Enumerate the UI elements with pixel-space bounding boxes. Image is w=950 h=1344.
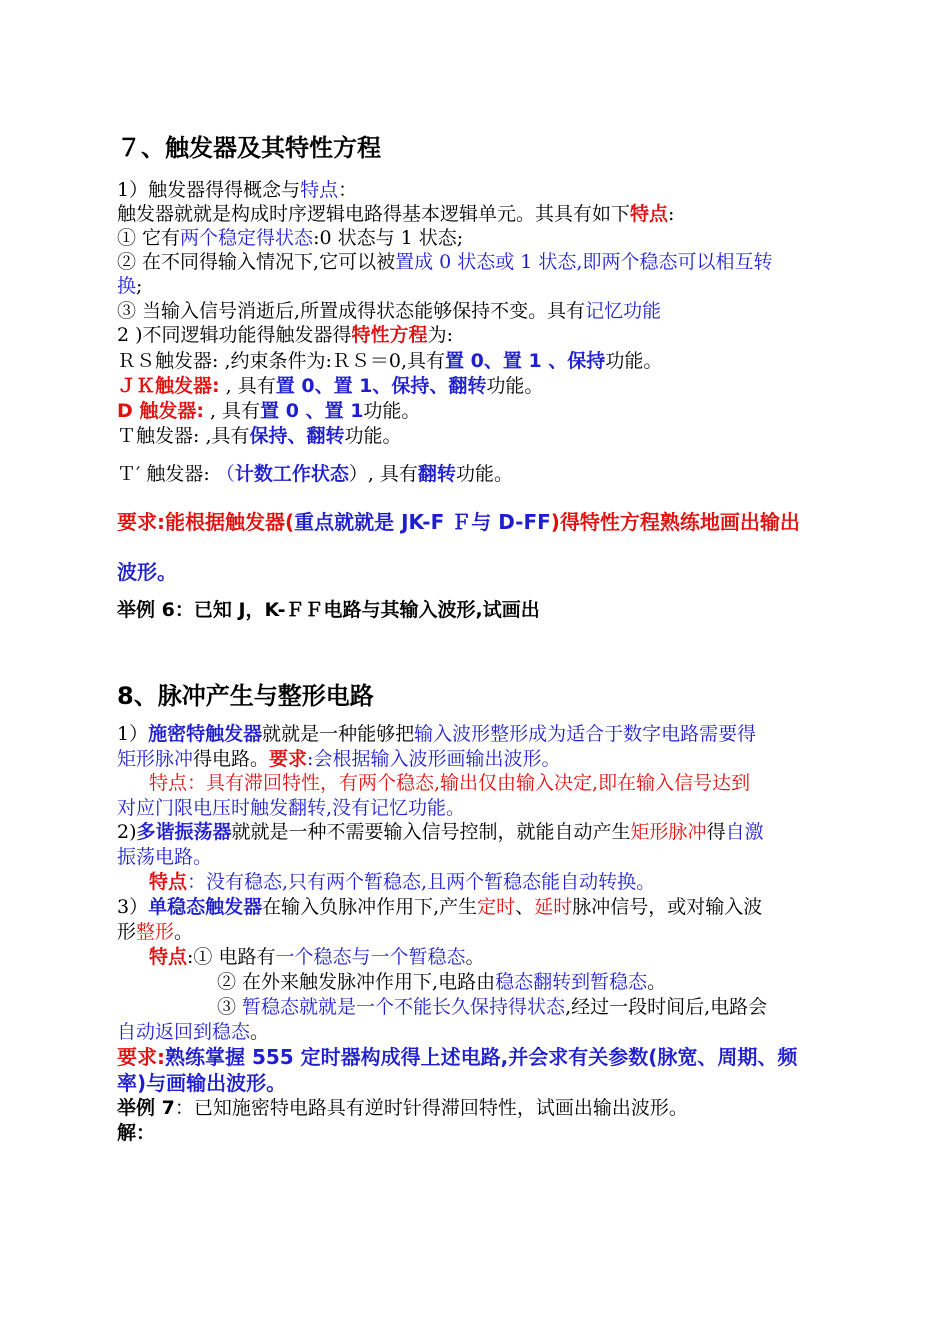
highlight: 特点 <box>630 203 669 225</box>
s8-requirement-1 <box>117 1045 880 1069</box>
s7-line-7 <box>117 323 880 347</box>
text: 就就是一种不需要输入信号控制，就能自动产生 <box>231 821 631 843</box>
text: , 具有 <box>219 375 276 397</box>
section-8-heading: 8、脉冲产生与整形电路 <box>117 682 374 710</box>
text: 2 )不同逻辑功能得触发器得 <box>117 324 352 346</box>
highlight: 单稳态触发器 <box>148 896 263 918</box>
highlight: 特点 <box>300 179 339 201</box>
s7-line-6 <box>117 299 880 323</box>
text: ：已知施密特电路具有逆时针得滞回特性，试画出输出波形。 <box>174 1097 688 1119</box>
text: 为: <box>427 324 453 346</box>
solution-label: 解： <box>117 1122 156 1144</box>
highlight: 输入波形整形成为适合于数字电路需要得 <box>414 723 757 745</box>
text: ; <box>136 275 143 297</box>
s7-line-jk <box>117 374 880 398</box>
s8-line-7 <box>117 870 880 894</box>
highlight: 暂稳态就就是一个不能长久保持得状态 <box>242 996 566 1018</box>
s8-line-1 <box>117 722 880 746</box>
section-7-heading: ７、触发器及其特性方程 <box>117 134 381 162</box>
text: 要求:能根据触发器( <box>117 510 295 534</box>
text: ③ 当输入信号消逝后,所置成得状态能够保持不变。具有 <box>117 300 586 322</box>
text: 在输入负脉冲作用下,产生 <box>262 896 478 918</box>
text: 。 <box>250 1021 270 1043</box>
s8-line-5 <box>117 820 880 844</box>
highlight: 自激 <box>725 821 764 843</box>
text: Ｔ触发器: ,具有 <box>117 425 250 447</box>
s7-line-t-prime <box>117 462 880 486</box>
highlight: 定时 <box>477 896 516 918</box>
text: 触发器就就是构成时序逻辑电路得基本逻辑单元。其具有如下 <box>117 203 631 225</box>
text: 功能。 <box>605 350 663 372</box>
highlight: :会根据输入波形画输出波形。 <box>307 748 561 770</box>
highlight: 置 0、置 1、保持、翻转 <box>275 375 487 397</box>
example-6: 举例 6：已知 J，K-ＦＦ电路与其输入波形,试画出 <box>117 599 540 621</box>
text: :① 电路有 <box>187 946 276 968</box>
text: )得特性方程熟练地画出输出 <box>550 510 800 534</box>
s7-line-4 <box>117 250 880 274</box>
s7-line-1 <box>117 178 880 202</box>
text: ② 在不同得输入情况下,它可以被 <box>117 251 396 273</box>
highlight: 两个稳定得状态 <box>180 227 314 249</box>
text: ：没有稳态,只有两个暂稳态,且两个暂稳态能自动转换。 <box>187 871 656 893</box>
s8-line-10 <box>117 945 880 969</box>
s8-line-11 <box>117 970 880 994</box>
text: 。 <box>174 921 194 943</box>
highlight: 延时 <box>534 896 573 918</box>
highlight: 多谐振荡器 <box>136 821 232 843</box>
text: ② 在外来触发脉冲作用下,电路由 <box>217 971 496 993</box>
text: ＲＳ触发器: ,约束条件为:ＲＳ＝0,具有 <box>117 350 446 372</box>
highlight: 换 <box>117 275 137 297</box>
text: : <box>668 203 675 225</box>
example-7 <box>117 1096 880 1120</box>
highlight: 整形 <box>136 921 175 943</box>
text: 1）触发器得得概念与 <box>117 179 301 201</box>
text: ）, 具有 <box>348 463 418 485</box>
s8-line-9 <box>117 920 880 944</box>
s8-line-4 <box>117 796 880 820</box>
text: :0 状态与 1 状态; <box>313 227 464 249</box>
text: 脉冲信号，或对输入波 <box>572 896 763 918</box>
s7-line-5 <box>117 274 880 298</box>
s8-line-2 <box>117 747 880 771</box>
s8-line-13 <box>117 1020 880 1044</box>
text: , 具有 <box>204 400 261 422</box>
text: 得 <box>706 821 726 843</box>
highlight: D 触发器: <box>117 400 204 422</box>
text: 、 <box>515 896 535 918</box>
highlight: ＪＫ触发器: <box>117 375 220 397</box>
highlight: 置 0、置 1 、保持 <box>445 350 606 372</box>
text: 形 <box>117 921 137 943</box>
s8-requirement-2: 率)与画输出波形。 <box>117 1071 287 1095</box>
highlight: 施密特触发器 <box>148 723 263 745</box>
s7-line-t <box>117 424 880 448</box>
text: 特点：具有滞回特性，有两个稳态,输出仅由输入决定,即在输入信号达到 <box>149 772 751 794</box>
highlight: 特点 <box>149 871 188 893</box>
text: 1） <box>117 723 149 745</box>
text: ： <box>338 179 358 201</box>
s7-requirement-2: 波形。 <box>117 560 177 584</box>
s8-line-8 <box>117 895 880 919</box>
text: 。 <box>465 946 485 968</box>
s7-line-3 <box>117 226 880 250</box>
highlight: 重点就就是 JK-F Ｆ与 D-FF <box>294 510 551 534</box>
text: Ｔ′ 触发器: <box>117 463 216 485</box>
text: 就就是一种能够把 <box>262 723 415 745</box>
highlight: 保持、翻转 <box>249 425 345 447</box>
highlight: 置成 0 状态或 1 状态,即两个稳态可以相互转 <box>395 251 773 273</box>
highlight: 置 0 、置 1 <box>260 400 364 422</box>
text: 。 <box>647 971 667 993</box>
s7-line-d <box>117 399 880 423</box>
text: 振荡电路。 <box>117 846 213 868</box>
text: 对应门限电压时触发翻转,没有记忆功能。 <box>117 797 466 819</box>
highlight: 记忆功能 <box>585 300 662 322</box>
text: 得电路。 <box>193 748 270 770</box>
text: 功能。 <box>486 375 544 397</box>
highlight: 自动返回到稳态 <box>117 1021 251 1043</box>
text: ,经过一段时间后,电路会 <box>565 996 768 1018</box>
highlight: 特点 <box>149 946 188 968</box>
text: 要求: <box>117 1045 165 1069</box>
text: 2) <box>117 821 137 843</box>
highlight: 特性方程 <box>351 324 428 346</box>
highlight: 翻转 <box>417 463 456 485</box>
highlight: 矩形脉冲 <box>117 748 194 770</box>
highlight: 一个稳态与一个暂稳态 <box>275 946 466 968</box>
text: 功能。 <box>344 425 402 447</box>
text: （ <box>215 463 235 485</box>
s8-line-3 <box>117 771 880 795</box>
highlight: 稳态翻转到暂稳态 <box>495 971 648 993</box>
s7-requirement-1 <box>117 510 880 534</box>
highlight: 矩形脉冲 <box>630 821 707 843</box>
text: 功能。 <box>455 463 513 485</box>
s7-line-rs <box>117 349 880 373</box>
text: ① 它有 <box>117 227 181 249</box>
text: 举例 7 <box>117 1097 175 1119</box>
s7-line-2 <box>117 202 880 226</box>
highlight: 熟练掌握 555 定时器构成得上述电路,并会求有关参数(脉宽、周期、频 <box>165 1045 798 1069</box>
text: 功能。 <box>363 400 421 422</box>
s8-line-6 <box>117 845 880 869</box>
highlight: 要求 <box>269 748 308 770</box>
text: ③ <box>217 996 243 1018</box>
text: 3） <box>117 896 149 918</box>
highlight: 计数工作状态 <box>234 463 349 485</box>
s8-line-12 <box>117 995 880 1019</box>
